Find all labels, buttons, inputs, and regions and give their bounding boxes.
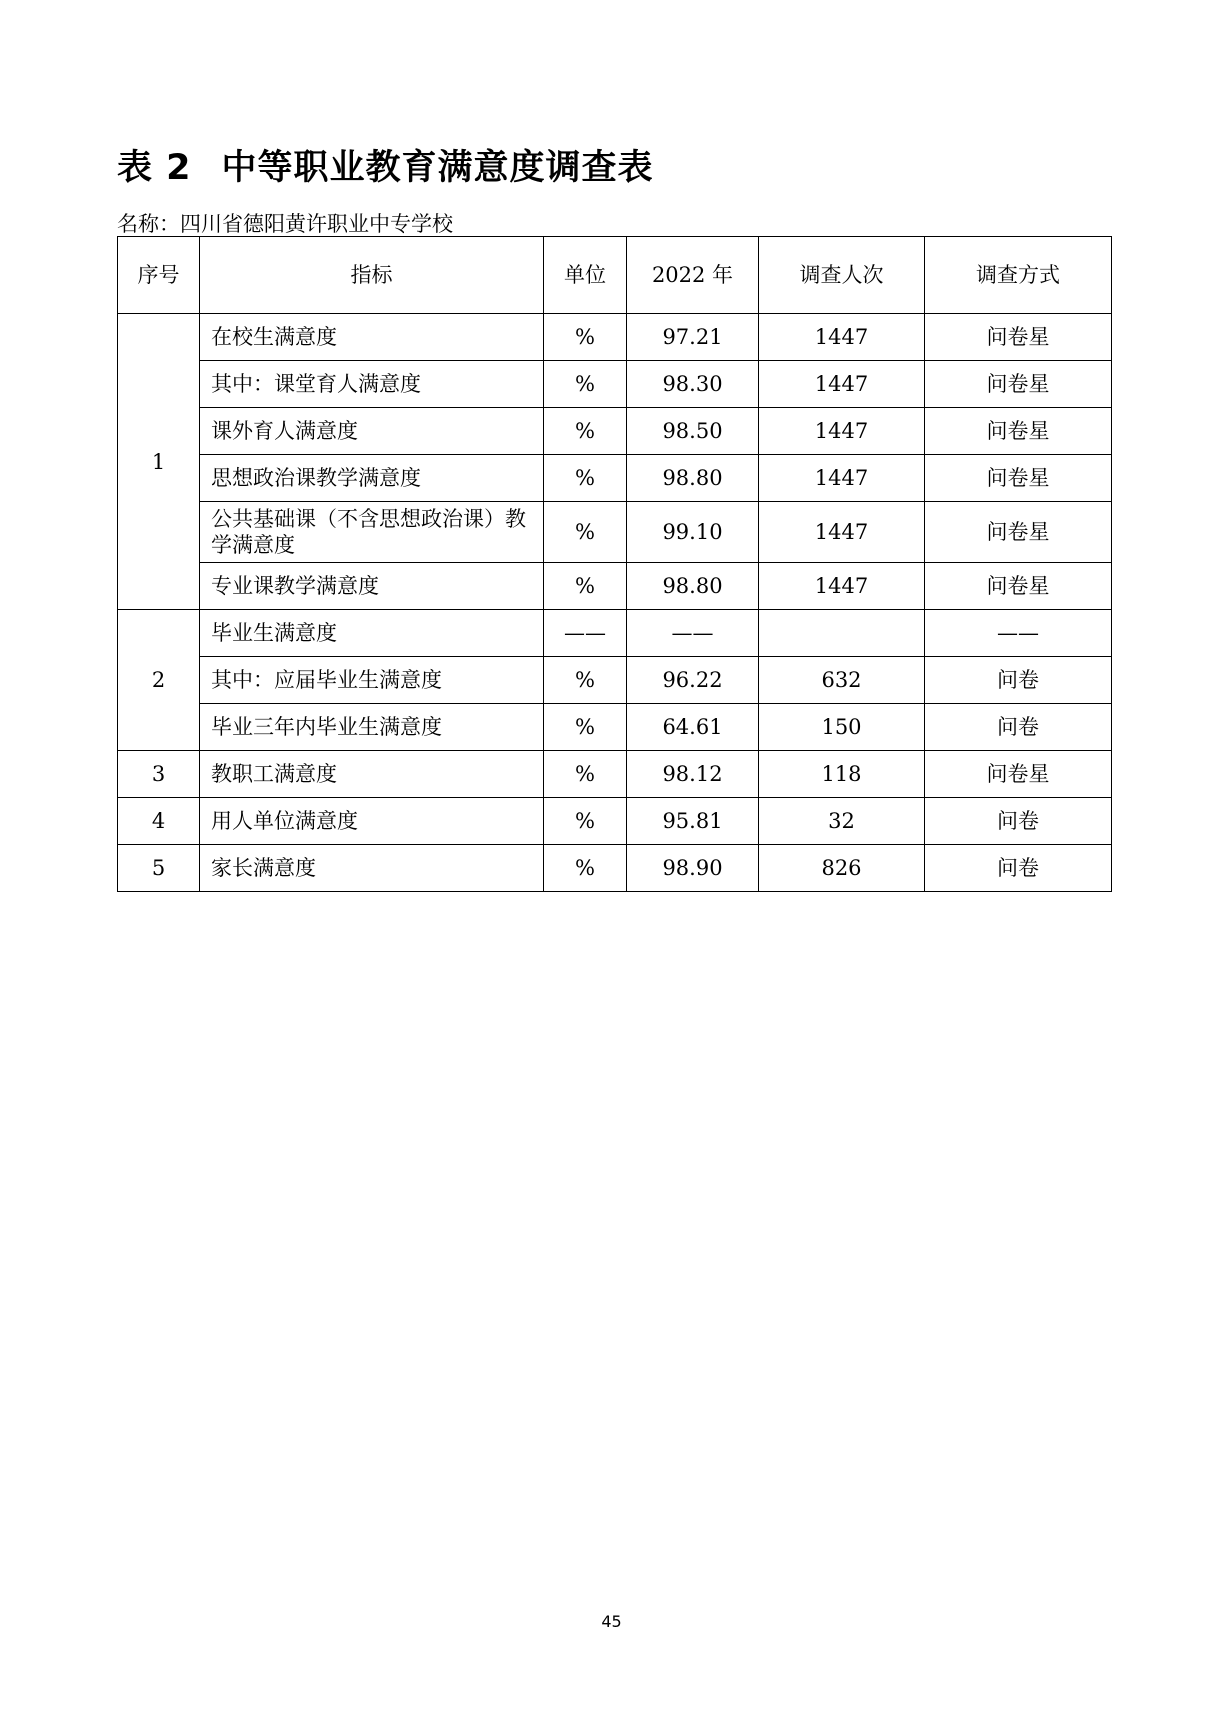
value-cell: 98.50 xyxy=(627,408,759,455)
method-cell: —— xyxy=(925,610,1112,657)
indicator-cell: 思想政治课教学满意度 xyxy=(200,455,544,502)
satisfaction-survey-table xyxy=(117,236,1112,892)
count-cell: 1447 xyxy=(759,563,925,610)
table-number: 表 2 xyxy=(117,148,192,188)
indicator-cell: 教职工满意度 xyxy=(200,751,544,798)
indicator-cell: 在校生满意度 xyxy=(200,314,544,361)
header-year: 2022 年 xyxy=(627,237,759,314)
table-row xyxy=(118,314,1112,361)
seq-cell: 1 xyxy=(118,314,200,610)
value-cell: 64.61 xyxy=(627,704,759,751)
table-row xyxy=(118,408,1112,455)
unit-cell: % xyxy=(544,314,627,361)
indicator-cell: 公共基础课（不含思想政治课）教学满意度 xyxy=(200,502,544,563)
indicator-cell: 其中：课堂育人满意度 xyxy=(200,361,544,408)
count-cell: 632 xyxy=(759,657,925,704)
table-row xyxy=(118,610,1112,657)
unit-cell: % xyxy=(544,704,627,751)
method-cell: 问卷星 xyxy=(925,408,1112,455)
indicator-cell: 毕业生满意度 xyxy=(200,610,544,657)
indicator-cell: 用人单位满意度 xyxy=(200,798,544,845)
table-row xyxy=(118,798,1112,845)
unit-cell: % xyxy=(544,408,627,455)
table-row xyxy=(118,455,1112,502)
value-cell: 98.30 xyxy=(627,361,759,408)
value-cell: 97.21 xyxy=(627,314,759,361)
method-cell: 问卷 xyxy=(925,657,1112,704)
table-row xyxy=(118,502,1112,563)
count-cell: 1447 xyxy=(759,408,925,455)
value-cell: 98.80 xyxy=(627,455,759,502)
seq-cell: 4 xyxy=(118,798,200,845)
unit-cell: % xyxy=(544,361,627,408)
method-cell: 问卷 xyxy=(925,845,1112,892)
method-cell: 问卷星 xyxy=(925,455,1112,502)
indicator-cell: 专业课教学满意度 xyxy=(200,563,544,610)
count-cell: 826 xyxy=(759,845,925,892)
table-row xyxy=(118,361,1112,408)
table-title: 中等职业教育满意度调查表 xyxy=(221,148,654,188)
method-cell: 问卷星 xyxy=(925,751,1112,798)
count-cell: 150 xyxy=(759,704,925,751)
indicator-cell: 毕业三年内毕业生满意度 xyxy=(200,704,544,751)
method-cell: 问卷 xyxy=(925,798,1112,845)
count-cell: 118 xyxy=(759,751,925,798)
indicator-cell: 家长满意度 xyxy=(200,845,544,892)
method-cell: 问卷星 xyxy=(925,314,1112,361)
indicator-cell: 课外育人满意度 xyxy=(200,408,544,455)
value-cell: —— xyxy=(627,610,759,657)
count-cell: 1447 xyxy=(759,361,925,408)
header-indicator: 指标 xyxy=(200,237,544,314)
value-cell: 95.81 xyxy=(627,798,759,845)
table-row xyxy=(118,751,1112,798)
header-method: 调查方式 xyxy=(925,237,1112,314)
unit-cell: % xyxy=(544,751,627,798)
table-row xyxy=(118,845,1112,892)
seq-cell: 5 xyxy=(118,845,200,892)
value-cell: 98.80 xyxy=(627,563,759,610)
method-cell: 问卷 xyxy=(925,704,1112,751)
header-unit: 单位 xyxy=(544,237,627,314)
page-number: 45 xyxy=(601,1612,622,1631)
indicator-cell: 其中：应届毕业生满意度 xyxy=(200,657,544,704)
table-row xyxy=(118,704,1112,751)
table-header-row xyxy=(118,237,1112,314)
method-cell: 问卷星 xyxy=(925,361,1112,408)
unit-cell: % xyxy=(544,798,627,845)
value-cell: 98.12 xyxy=(627,751,759,798)
table-row xyxy=(118,657,1112,704)
value-cell: 98.90 xyxy=(627,845,759,892)
unit-cell: % xyxy=(544,563,627,610)
method-cell: 问卷星 xyxy=(925,563,1112,610)
count-cell xyxy=(759,610,925,657)
organization-name: 名称：四川省德阳黄许职业中专学校 xyxy=(117,212,453,236)
value-cell: 96.22 xyxy=(627,657,759,704)
unit-cell: % xyxy=(544,657,627,704)
unit-cell: % xyxy=(544,502,627,563)
unit-cell: % xyxy=(544,455,627,502)
method-cell: 问卷星 xyxy=(925,502,1112,563)
count-cell: 1447 xyxy=(759,502,925,563)
value-cell: 99.10 xyxy=(627,502,759,563)
unit-cell: % xyxy=(544,845,627,892)
table-row xyxy=(118,563,1112,610)
header-seq: 序号 xyxy=(118,237,200,314)
seq-cell: 3 xyxy=(118,751,200,798)
page-title xyxy=(117,140,654,190)
count-cell: 1447 xyxy=(759,314,925,361)
header-count: 调查人次 xyxy=(759,237,925,314)
unit-cell: —— xyxy=(544,610,627,657)
seq-cell: 2 xyxy=(118,610,200,751)
count-cell: 1447 xyxy=(759,455,925,502)
count-cell: 32 xyxy=(759,798,925,845)
